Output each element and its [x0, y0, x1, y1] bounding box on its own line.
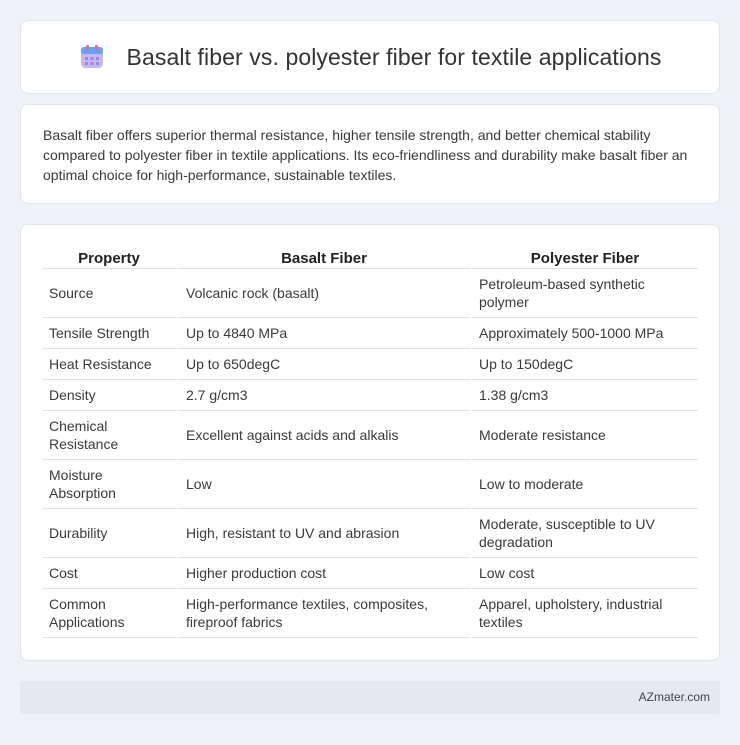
comparison-card [20, 224, 720, 661]
row-polyester-value: Moderate resistance [472, 411, 698, 460]
row-polyester-value: Approximately 500-1000 MPa [472, 318, 698, 349]
table-row [42, 349, 698, 380]
table-row [42, 318, 698, 349]
row-property: Density [42, 380, 179, 411]
row-property: Tensile Strength [42, 318, 179, 349]
table-row [42, 380, 698, 411]
table-row [42, 269, 698, 318]
row-basalt-value: 2.7 g/cm3 [179, 380, 472, 411]
column-header-property: Property [42, 243, 179, 269]
column-header-polyester: Polyester Fiber [472, 243, 698, 269]
table-row [42, 509, 698, 558]
footer-bar [20, 681, 720, 714]
footer-brand[interactable]: AZmater.com [638, 690, 710, 704]
comparison-table [42, 243, 698, 638]
page-title: Basalt fiber vs. polyester fiber for textile applications [126, 43, 662, 70]
row-property: Cost [42, 558, 179, 589]
column-header-basalt: Basalt Fiber [179, 243, 472, 269]
row-polyester-value: Low to moderate [472, 460, 698, 509]
table-row [42, 589, 698, 638]
row-property: Heat Resistance [42, 349, 179, 380]
row-basalt-value: High-performance textiles, composites, fireproof fabrics [179, 589, 472, 638]
row-polyester-value: Up to 150degC [472, 349, 698, 380]
row-basalt-value: Low [179, 460, 472, 509]
row-basalt-value: Up to 650degC [179, 349, 472, 380]
row-polyester-value: Apparel, upholstery, industrial textiles [472, 589, 698, 638]
row-property: Durability [42, 509, 179, 558]
table-header-row [42, 243, 698, 269]
row-basalt-value: Volcanic rock (basalt) [179, 269, 472, 318]
row-basalt-value: Higher production cost [179, 558, 472, 589]
calendar-icon [79, 44, 105, 70]
summary-card [20, 104, 720, 204]
row-property: Chemical Resistance [42, 411, 179, 460]
row-property: Source [42, 269, 179, 318]
row-basalt-value: Excellent against acids and alkalis [179, 411, 472, 460]
row-property: Common Applications [42, 589, 179, 638]
table-row [42, 411, 698, 460]
table-row [42, 460, 698, 509]
row-basalt-value: Up to 4840 MPa [179, 318, 472, 349]
summary-text: Basalt fiber offers superior thermal resistance, higher tensile strength, and better chemical stability compared to polyester fiber in textile applications. Its eco-friendliness and durability make basalt fiber an optimal choice for high-performance, sustainable textiles. [43, 127, 688, 183]
row-basalt-value: High, resistant to UV and abrasion [179, 509, 472, 558]
row-polyester-value: Moderate, susceptible to UV degradation [472, 509, 698, 558]
title-card [20, 20, 720, 94]
row-polyester-value: Low cost [472, 558, 698, 589]
table-row [42, 558, 698, 589]
row-polyester-value: Petroleum-based synthetic polymer [472, 269, 698, 318]
row-property: Moisture Absorption [42, 460, 179, 509]
row-polyester-value: 1.38 g/cm3 [472, 380, 698, 411]
